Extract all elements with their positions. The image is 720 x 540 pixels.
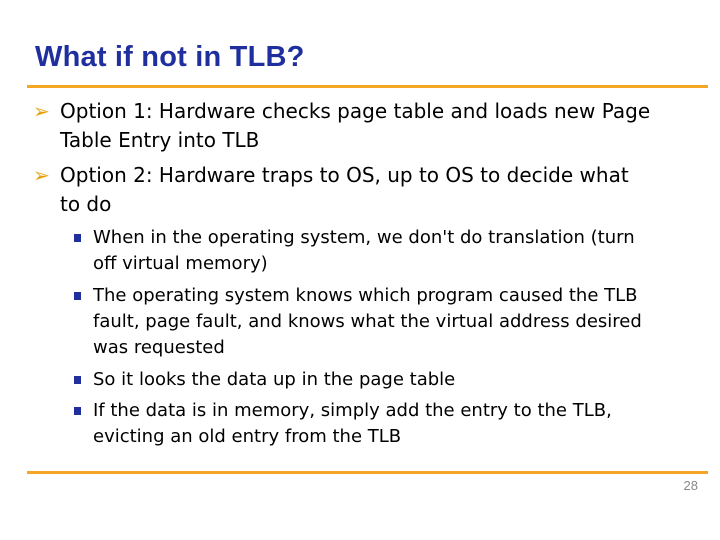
- option-item-1: [33, 97, 693, 155]
- square-bullet-icon: [74, 407, 81, 415]
- sub-point-text: So it looks the data up in the page table: [93, 369, 456, 390]
- footer-divider: [27, 471, 708, 474]
- arrow-bullet-icon: ➢: [33, 99, 50, 123]
- square-bullet-icon: [74, 234, 81, 242]
- option-text: Option 1: Hardware checks page table and loads new Page Table Entry into TLB: [60, 99, 651, 152]
- sub-point-2: [74, 283, 694, 361]
- page-number: 28: [683, 478, 698, 493]
- option-item-2: [33, 161, 693, 219]
- sub-point-3: [74, 367, 694, 393]
- square-bullet-icon: [74, 376, 81, 384]
- arrow-bullet-icon: ➢: [33, 163, 50, 187]
- slide-title: What if not in TLB?: [35, 41, 305, 73]
- title-divider: [27, 85, 708, 88]
- sub-point-1: [74, 225, 694, 277]
- option-text: Option 2: Hardware traps to OS, up to OS to decide what to do: [60, 163, 629, 216]
- sub-point-text: When in the operating system, we don't do translation (turn off virtual memory): [93, 227, 635, 274]
- square-bullet-icon: [74, 292, 81, 300]
- sub-point-4: [74, 398, 694, 450]
- sub-point-text: If the data is in memory, simply add the entry to the TLB, evicting an old entry from the TLB: [93, 400, 612, 447]
- sub-point-text: The operating system knows which program caused the TLB fault, page fault, and knows what the virtual address desired was requested: [93, 285, 642, 358]
